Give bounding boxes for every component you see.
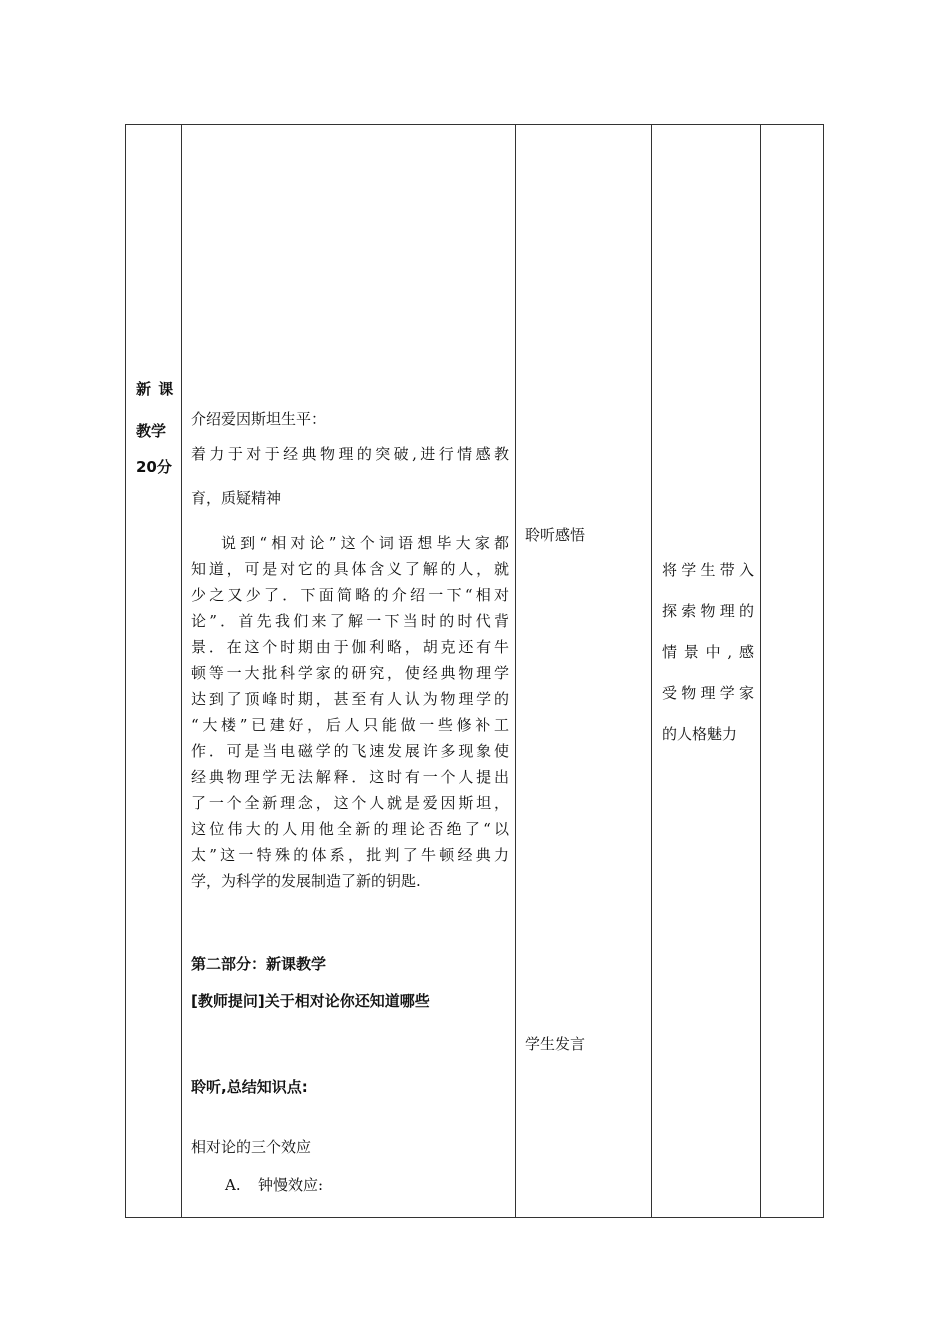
background-line: 景．在这个时期由于伽利略，胡克还有牛 — [191, 638, 509, 656]
intro-line-1: 着力于对于经典物理的突破,进行情感教 — [191, 445, 509, 463]
background-paragraph — [191, 530, 509, 894]
background-line: 知道，可是对它的具体含义了解的人，就 — [191, 560, 509, 578]
stage-label-line2: 教学 — [136, 422, 167, 440]
stage-column — [126, 125, 182, 1217]
teacher-activity-column — [182, 125, 516, 1217]
intro-paragraph — [191, 441, 509, 467]
background-line: 作．可是当电磁学的飞速发展许多现象使 — [191, 742, 509, 760]
background-line: 论”．首先我们来了解一下当时的时代背 — [191, 612, 509, 630]
background-line: 少之又少了．下面简略的介绍一下“相对 — [191, 586, 509, 604]
design-intent-line: 情景中,感 — [662, 643, 754, 661]
background-line: 学，为科学的发展制造了新的钥匙. — [191, 872, 421, 890]
stage-time: 20分 — [136, 458, 172, 476]
item-a-text: 钟慢效应: — [258, 1176, 324, 1194]
design-intent-line: 的人格魅力 — [662, 725, 738, 743]
background-line: 这位伟大的人用他全新的理论否绝了“以 — [191, 820, 509, 838]
background-line: 顿等一大批科学家的研究，使经典物理学 — [191, 664, 509, 682]
background-line: “大楼”已建好，后人只能做一些修补工 — [191, 716, 509, 734]
design-intent-line: 受物理学家 — [662, 684, 754, 702]
design-intent-text — [662, 550, 754, 755]
design-intent-line: 探索物理的 — [662, 602, 754, 620]
student-listen: 聆听感悟 — [525, 526, 586, 544]
design-intent-line: 将学生带入 — [662, 561, 754, 579]
item-a-marker: A. — [225, 1176, 241, 1194]
effects-title: 相对论的三个效应 — [191, 1138, 312, 1156]
student-speak: 学生发言 — [525, 1035, 586, 1053]
student-activity-column — [516, 125, 652, 1217]
summary-heading: 聆听,总结知识点: — [191, 1078, 308, 1096]
teacher-question: [教师提问]关于相对论你还知道哪些 — [191, 992, 430, 1010]
background-line: 达到了顶峰时期，甚至有人认为物理学的 — [191, 690, 509, 708]
background-line: 经典物理学无法解释．这时有一个人提出 — [191, 768, 509, 786]
part2-heading: 第二部分：新课教学 — [191, 955, 327, 973]
stage-label-line1: 新 课 — [136, 380, 175, 398]
notes-column — [761, 125, 824, 1217]
background-line: 太”这一特殊的体系，批判了牛顿经典力 — [191, 846, 509, 864]
lesson-table — [125, 124, 824, 1218]
intro-title: 介绍爱因斯坦生平： — [191, 410, 327, 428]
background-line: 说到“相对论”这个词语想毕大家都 — [221, 534, 509, 552]
design-intent-column — [652, 125, 761, 1217]
intro-line-2: 育，质疑精神 — [191, 489, 282, 507]
background-line: 了一个全新理念，这个人就是爱因斯坦， — [191, 794, 509, 812]
